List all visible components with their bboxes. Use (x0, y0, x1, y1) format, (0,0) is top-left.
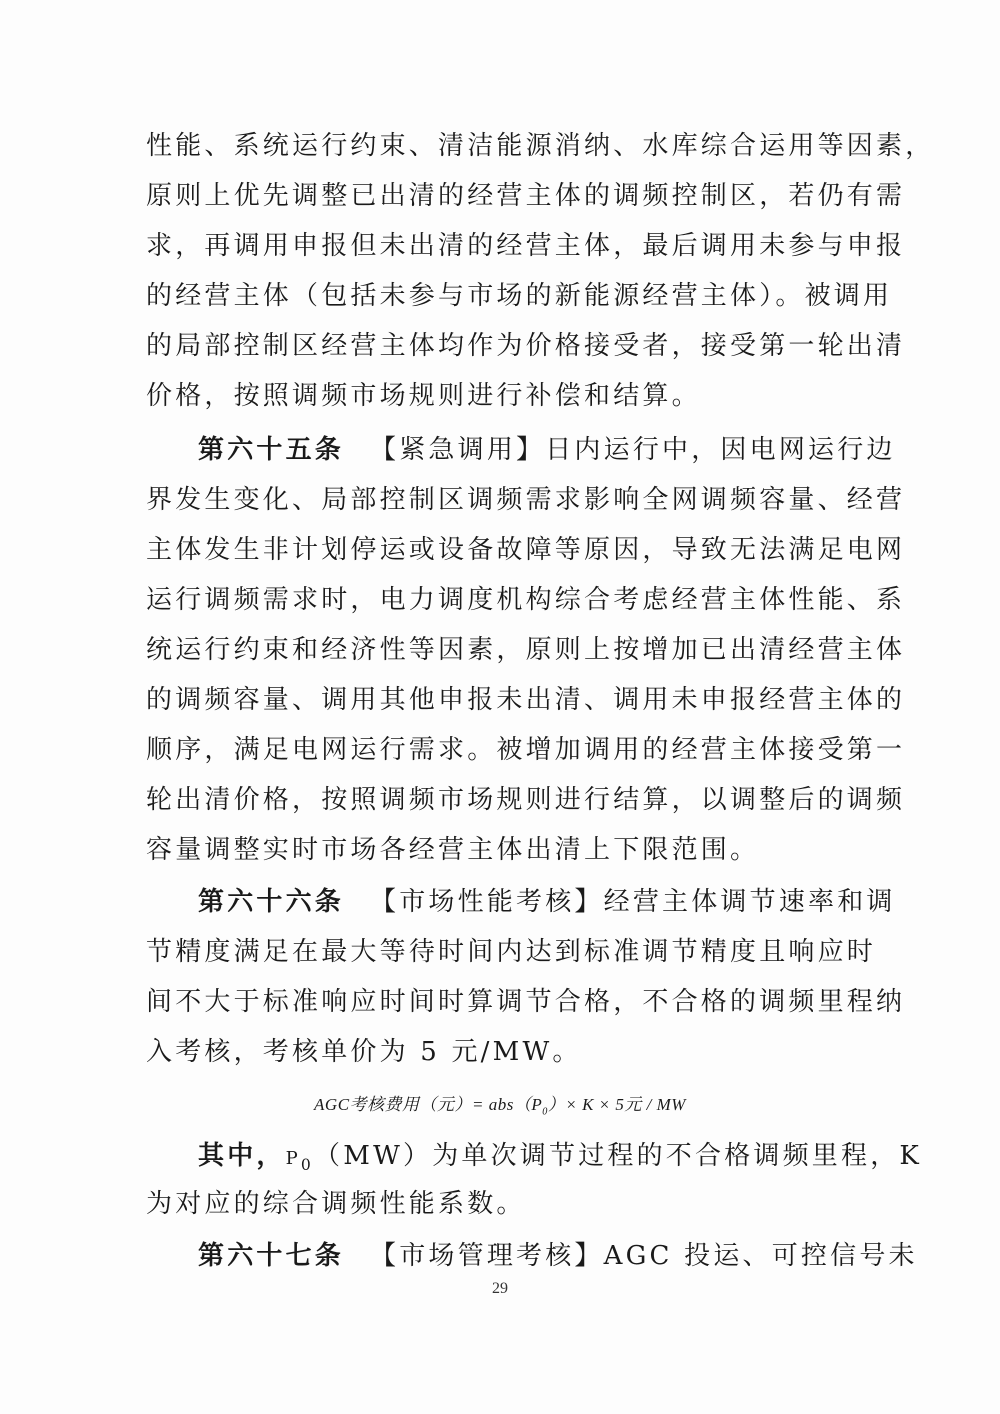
article-67-first-line (198, 1238, 918, 1274)
text-line: 轮出清价格，按照调频市场规则进行结算，以调整后的调频 (146, 785, 906, 815)
text-line: 入考核，考核单价为 5 元/MW。 (146, 1037, 582, 1067)
text-line: 主体发生非计划停运或设备故障等原因，导致无法满足电网 (146, 535, 906, 565)
article-66-first-line (198, 884, 896, 920)
text-line: 原则上优先调整已出清的经营主体的调频控制区，若仍有需 (146, 181, 906, 211)
text-line: 的局部控制区经营主体均作为价格接受者，接受第一轮出清 (146, 331, 906, 361)
text-line: 运行调频需求时，电力调度机构综合考虑经营主体性能、系 (146, 585, 906, 615)
text-line: 界发生变化、局部控制区调频需求影响全网调频容量、经营 (146, 485, 906, 515)
article-67-title: 第六十七条 (198, 1241, 345, 1271)
text-line: 为对应的综合调频性能系数。 (146, 1189, 526, 1219)
text-line: 统运行约束和经济性等因素，原则上按增加已出清经营主体 (146, 635, 906, 665)
article-67-heading: 【市场管理考核】AGC 投运、可控信号未 (370, 1241, 918, 1271)
article-65-first-line (198, 432, 896, 468)
agc-fee-formula: AGC考核费用（元）= $abs(P_0)\times K \times 5$元 / MW (314, 1095, 686, 1118)
text-line: 性能、系统运行约束、清洁能源消纳、水库综合运用等因素， (146, 131, 935, 161)
text-line: 的调频容量、调用其他申报未出清、调用未申报经营主体的 (146, 685, 906, 715)
text-line: 的经营主体（包括未参与市场的新能源经营主体）。被调用 (146, 281, 893, 311)
text-line: 间不大于标准响应时间时算调节合格，不合格的调频里程纳 (146, 987, 906, 1017)
article-65-heading: 【紧急调用】日内运行中，因电网运行边 (370, 435, 896, 465)
article-66-heading: 【市场性能考核】经营主体调节速率和调 (370, 887, 896, 917)
where-label: 其中， (198, 1141, 286, 1171)
text-line: 容量调整实时市场各经营主体出清上下限范围。 (146, 835, 760, 865)
text-line: 求，再调用申报但未出清的经营主体，最后调用未参与申报 (146, 231, 906, 261)
text-line: 节精度满足在最大等待时间内达到标准调节精度且响应时 (146, 937, 877, 967)
article-66-title: 第六十六条 (198, 887, 345, 917)
text-line: 价格，按照调频市场规则进行补偿和结算。 (146, 381, 701, 411)
article-65-title: 第六十五条 (198, 435, 345, 465)
text-line: 顺序，满足电网运行需求。被增加调用的经营主体接受第一 (146, 735, 906, 765)
page-number: 29 (492, 1280, 508, 1297)
where-clause-line: 其中，$P_0(MW)$为单次调节过程的不合格调频里程，K (198, 1141, 923, 1175)
